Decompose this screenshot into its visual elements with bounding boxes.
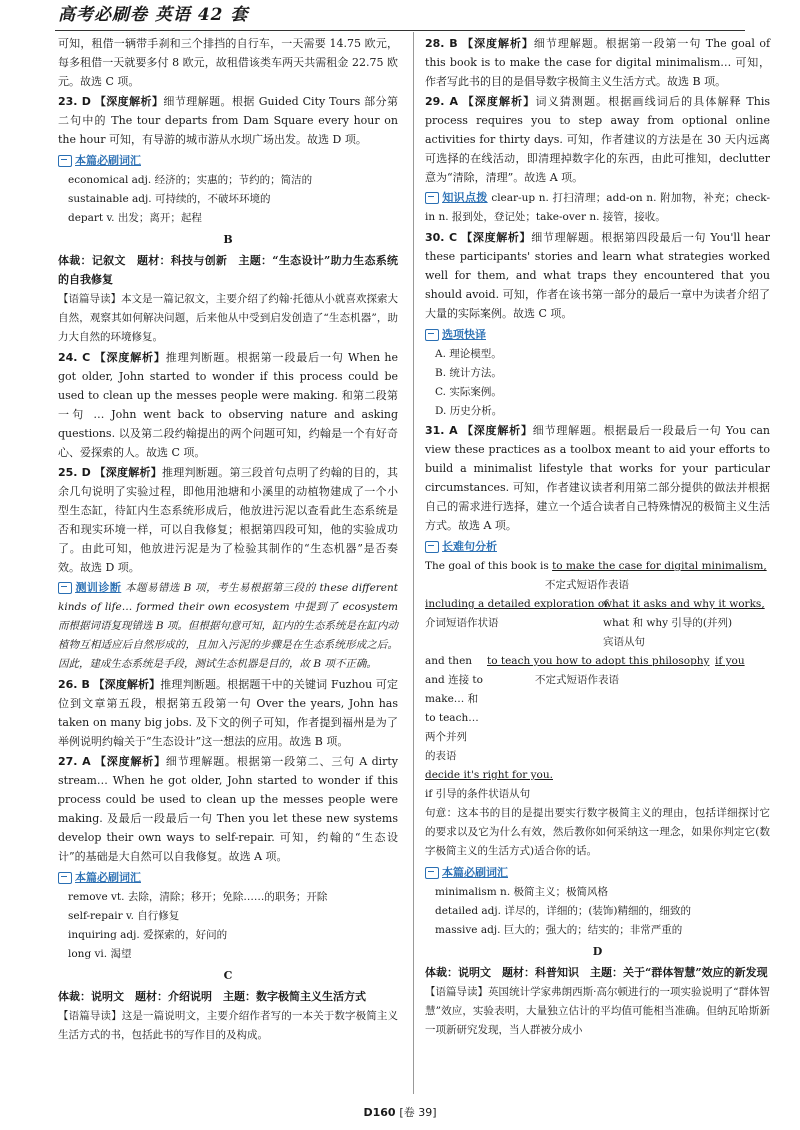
question-number: 25. D bbox=[58, 466, 91, 479]
passage-guide: 【语篇导读】英国统计学家弗朗西斯·高尔顿进行的一项实验说明了“群体智慧”效应，实验表明，大量独立估计的平均值可能相当准确。但纳瓦哈斯新一项新研究发现，当人群被分成小 bbox=[425, 986, 770, 1036]
grammar-note: 宾语从句 bbox=[603, 636, 645, 648]
pen-icon bbox=[58, 155, 72, 167]
option-item: B. 统计方法。 bbox=[435, 367, 502, 379]
pen-icon bbox=[58, 872, 72, 884]
question-number: 27. A bbox=[58, 755, 91, 768]
volume-label: [卷 39] bbox=[399, 1106, 437, 1119]
book-title: 高考必刷卷 英语 42 套 bbox=[58, 5, 249, 25]
grammar-note: 两个并列 bbox=[425, 731, 467, 743]
vocab-item: sustainable adj. 可持续的，不破坏环境的 bbox=[68, 193, 271, 205]
vocab-item: depart v. 出发；离开；起程 bbox=[68, 212, 202, 224]
vocab-item: economical adj. 经济的；实惠的；节约的；简洁的 bbox=[68, 174, 313, 186]
sentence-part: decide it's right for you. bbox=[425, 769, 553, 781]
question-number: 23. D bbox=[58, 95, 91, 108]
passage-meta: 体裁：说明文 题材：介绍说明 主题：数字极简主义生活方式 bbox=[58, 990, 366, 1003]
sentence-part: if you bbox=[715, 655, 745, 667]
passage-meta: 体裁：记叙文 题材：科技与创新 主题：“生态设计”助力生态系统的自我修复 bbox=[58, 254, 398, 286]
grammar-note: and 连接 to bbox=[425, 674, 483, 686]
analysis-text: 词义猜测题。根据画线词后的具体解释 This process requires you to step away from optional online activities for thirty days. 可知，作者建议的方法是在 30 天内远离可选择的在线活动，即清理掉数字化的东西，由此可推知，declutter 意为“清除，清理”。故选 A 项。 bbox=[425, 95, 770, 184]
analysis-tag: 【深度解析】 bbox=[461, 231, 532, 244]
sentence-analysis bbox=[425, 557, 770, 804]
vocab-heading: 本篇必刷词汇 bbox=[58, 868, 398, 887]
question-number: 31. A bbox=[425, 424, 458, 437]
answer-26 bbox=[58, 675, 398, 751]
analysis-tag: 【深度解析】 bbox=[94, 466, 162, 479]
analysis-text: 细节理解题。根据第一段第二、三句 A dirty stream… When he got older, John started to wonder if this process could be used to clean up the messes people were making. 及最后一段最后一句 Then you let these new systems develop their own ways to self-repair. 可知，约翰的“生态设计”的基础是大自然可以自我修复。故选 A 项。 bbox=[58, 755, 399, 863]
option-item: D. 历史分析。 bbox=[435, 405, 503, 417]
sentence-part: and then bbox=[425, 655, 473, 667]
sentence-part: what it asks and why it works, bbox=[603, 598, 765, 610]
answer-31 bbox=[425, 421, 770, 535]
pen-icon bbox=[425, 867, 439, 879]
option-item: A. 理论模型。 bbox=[435, 348, 502, 360]
vocab-heading: 本篇必刷词汇 bbox=[425, 863, 770, 882]
page-number: D160 bbox=[363, 1106, 396, 1119]
sentence-part: to teach you how to adopt this philosophy bbox=[487, 655, 710, 667]
answer-30 bbox=[425, 228, 770, 323]
analysis-text: 细节理解题。根据 Guided City Tours 部分第二句中的 The tour departs from Dam Square every hour on the hour 可知，有导游的城市游从水坝广场出发。故选 D 项。 bbox=[58, 95, 399, 146]
analysis-text: 推理判断题。根据题干中的关键词 Fuzhou 可定位到文章第五段，根据第五段第一句 Over the years, John has taken on many big jobs. 及下文的例子可知，作者提到福州是为了举例说明约翰关于“生态设计”这一想法的应用。故选 B 项。 bbox=[58, 678, 399, 748]
answer-25 bbox=[58, 463, 398, 577]
analysis-tag: 【深度解析】 bbox=[94, 755, 166, 768]
diagnosis-note: 测训诊断 本题易错选 B 项，考生易根据第三段的 these different kinds of life… formed their own ecosystem 中提到了 ecosystem 而根据词语复现错选 B 项。但根据句意可知，缸内的生态系统是在缸内动植物互相适应后自然形成的，且加入污泥的步骤是在生态系统形成之后。因此，建成生态系统是手段，测试生态机器是目的，故 B 项不正确。 bbox=[58, 581, 399, 670]
vocab-item: inquiring adj. 爱探索的，好问的 bbox=[68, 929, 228, 941]
answer-23 bbox=[58, 92, 398, 149]
analysis-text: 细节理解题。根据第四段最后一句 You'll hear these participants' stories and learn what strategies worked well for them, and what traps they encountered that you should avoid. 可知，作者在该书第一部分的最后一章中为读者介绍了大量的实际案例。故选 C 项。 bbox=[425, 231, 771, 320]
analysis-text: 推理判断题。第三段首句点明了约翰的目的，其余几句说明了实验过程，即他用池塘和小溪里的动植物建成了一个小型生态缸，待缸内生态系统形成后，他放进污泥以查看此生态系统是否和现实环境一样，可以自我修复；根据第四段可知，他的实验成功了。由此可知，他放进污泥是为了检验其制作的“生态机器”是否奏效。故选 D 项。 bbox=[58, 466, 399, 574]
sentence-part: including a detailed exploration of bbox=[425, 598, 609, 610]
sentence-part: to make the case for digital minimalism, bbox=[552, 560, 767, 572]
analysis-tag: 【深度解析】 bbox=[462, 95, 536, 108]
sentence-part: The goal of this book is bbox=[425, 560, 553, 572]
vocab-item: minimalism n. 极简主义；极简风格 bbox=[435, 886, 608, 898]
analysis-text: 推理判断题。根据第一段最后一句 When he got older, John started to wonder if this process could be used to clean up the messes people were making. 和第二段第一句 … John went back to observing nature and asking questions. 以及第二段约翰提出的两个问题可知，约翰是一个有好奇心、爱探索的人。故选 C 项。 bbox=[58, 351, 398, 459]
analysis-tag: 【深度解析】 bbox=[93, 678, 161, 691]
knowledge-tip: 知识点拨 clear-up n. 打扫清理；add-on n. 附加物，补充；check-in n. 报到处，登记处；take-over n. 接管，接收。 bbox=[425, 191, 770, 223]
question-number: 28. B bbox=[425, 37, 458, 50]
question-number: 24. C bbox=[58, 351, 91, 364]
right-column bbox=[425, 34, 770, 1041]
grammar-note: 不定式短语作表语 bbox=[535, 674, 619, 686]
passage-guide: 【语篇导读】本文是一篇记叙文，主要介绍了约翰·托德从小就喜欢探索大自然，观察其如何解决问题，后来他从中受到启发创造了“生态机器”，助力大自然的环境修复。 bbox=[58, 293, 398, 343]
section-letter-b: B bbox=[223, 233, 233, 246]
analysis-text: 细节理解题。根据最后一段最后一句 You can view these practices as a toolbox meant to aid your efforts to build a minimalist lifestyle that works for your particular circumstances. 可知，作者建议读者利用第二部分提供的做法并根据自己的需求进行选择，建立一个适合读者自己特殊情况的极简主义生活方式。故选 A 项。 bbox=[425, 424, 771, 532]
sentence-analysis-heading: 长难句分析 bbox=[425, 537, 770, 556]
options-heading: 选项快译 bbox=[425, 325, 770, 344]
answer-28 bbox=[425, 34, 770, 91]
pen-icon bbox=[58, 582, 72, 594]
analysis-tag: 【深度解析】 bbox=[461, 424, 533, 437]
options-list bbox=[425, 345, 770, 421]
question-number: 30. C bbox=[425, 231, 458, 244]
grammar-note: 的表语 bbox=[425, 750, 457, 762]
option-item: C. 实际案例。 bbox=[435, 386, 502, 398]
vocab-item: long vi. 渴望 bbox=[68, 948, 132, 960]
question-number: 26. B bbox=[58, 678, 90, 691]
header-rule bbox=[55, 30, 745, 31]
pen-icon bbox=[425, 541, 439, 553]
vocab-item: detailed adj. 详尽的，详细的；(装饰)精细的，细致的 bbox=[435, 905, 692, 917]
answer-27 bbox=[58, 752, 398, 866]
analysis-tag: 【深度解析】 bbox=[94, 351, 166, 364]
grammar-note: make… 和 bbox=[425, 693, 479, 705]
intro-paragraph: 可知，租借一辆带手刹和三个排挡的自行车，一天需要 14.75 欧元，每多租借一天就要多付 8 欧元，故租借该类车两天共需租金 22.75 欧元。故选 C 项。 bbox=[58, 37, 398, 88]
vocab-list bbox=[425, 883, 770, 940]
vocab-list bbox=[58, 171, 398, 228]
grammar-note: 不定式短语作表语 bbox=[545, 579, 629, 591]
grammar-note: 介词短语作状语 bbox=[425, 617, 499, 629]
column-divider bbox=[413, 32, 414, 1094]
vocab-item: self-repair v. 自行修复 bbox=[68, 910, 180, 922]
grammar-note: what 和 why 引导的(并列) bbox=[603, 617, 733, 629]
question-number: 29. A bbox=[425, 95, 458, 108]
vocab-item: remove vt. 去除，清除；移开；免除……的职务；开除 bbox=[68, 891, 328, 903]
section-letter-c: C bbox=[223, 969, 233, 982]
answer-24 bbox=[58, 348, 398, 462]
section-letter-d: D bbox=[592, 945, 603, 958]
analysis-text: 细节理解题。根据第一段第一句 The goal of this book is to make the case for digital minimalism… 可知，作者写此书的目的是倡导数字极简主义生活方式。故选 B 项。 bbox=[425, 37, 771, 88]
grammar-note: if 引导的条件状语从句 bbox=[425, 788, 531, 800]
answer-29 bbox=[425, 92, 770, 187]
vocab-heading: 本篇必刷词汇 bbox=[58, 151, 398, 170]
analysis-tag: 【深度解析】 bbox=[462, 37, 534, 50]
pen-icon bbox=[425, 192, 439, 204]
page-footer bbox=[0, 1103, 800, 1122]
sentence-translation: 句意：这本书的目的是提出要实行数字极简主义的理由，包括详细探讨它的要求以及它为什么有效，然后教你如何采纳这一理念，如果你判定它(数字极简主义的生活方式)适合你的话。 bbox=[425, 807, 770, 857]
vocab-item: massive adj. 巨大的；强大的；结实的；非常严重的 bbox=[435, 924, 683, 936]
left-column bbox=[58, 34, 398, 1046]
passage-meta: 体裁：说明文 题材：科普知识 主题：关于“群体智慧”效应的新发现 bbox=[425, 966, 768, 979]
vocab-list bbox=[58, 888, 398, 964]
pen-icon bbox=[425, 329, 439, 341]
passage-guide: 【语篇导读】这是一篇说明文，主要介绍作者写的一本关于数字极简主义生活方式的书，包括此书的写作目的及构成。 bbox=[58, 1010, 398, 1041]
grammar-note: to teach… bbox=[425, 712, 479, 724]
analysis-tag: 【深度解析】 bbox=[94, 95, 164, 108]
